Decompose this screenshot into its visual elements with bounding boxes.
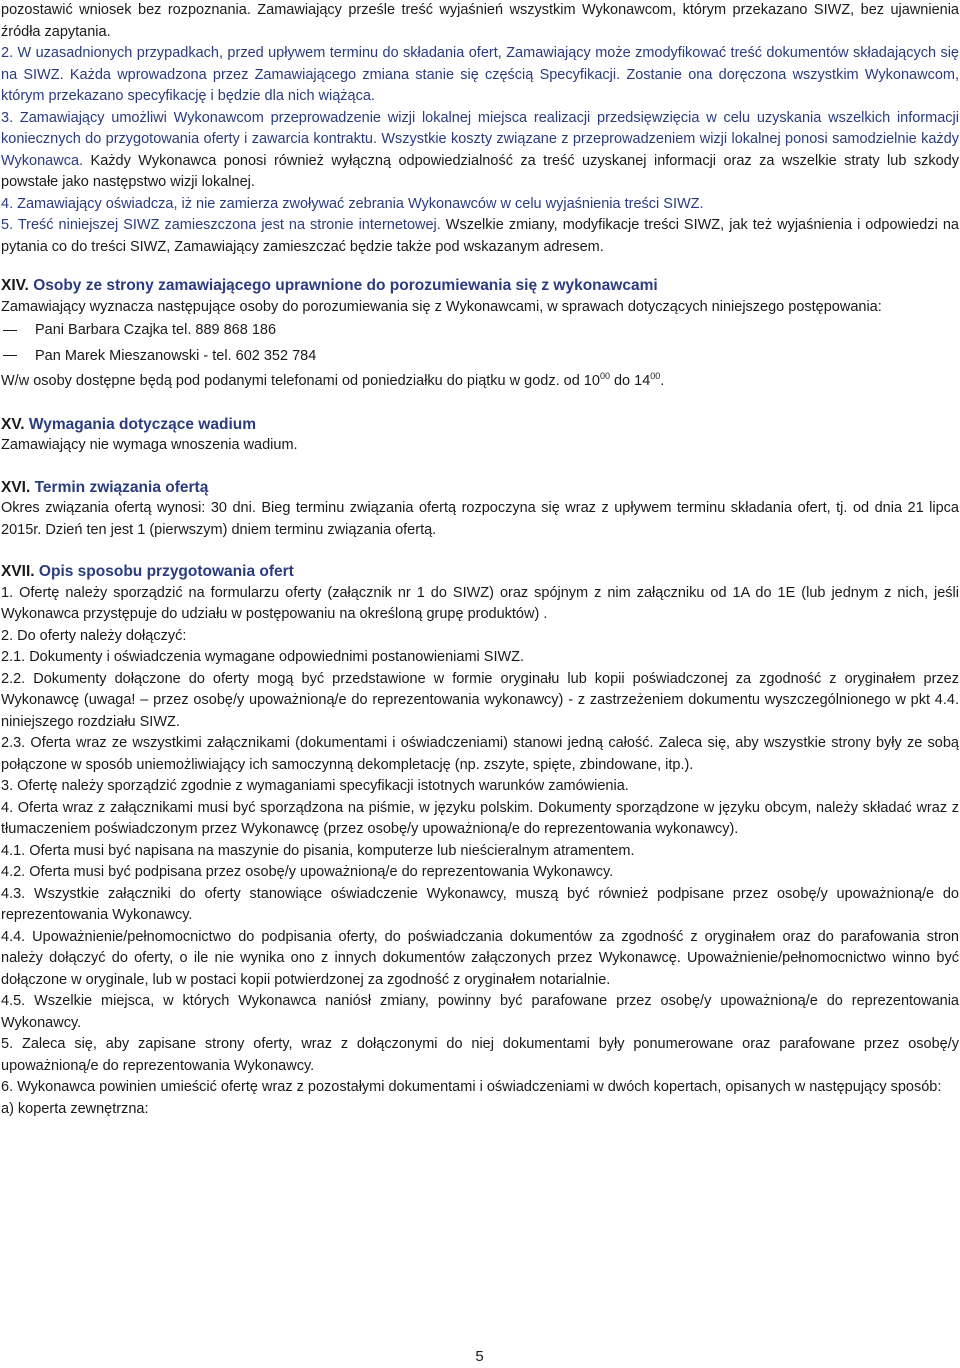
- section-17-item-6: 6. Wykonawca powinien umieścić ofertę wraz z pozostałymi dokumentami i oświadczeniami w dwóch kopertach, opisanych w następujący sposób:: [1, 1079, 942, 1095]
- contact-hours-mid: do 14: [609, 373, 651, 389]
- hours-superscript-1: 00: [599, 371, 610, 382]
- section-15-text: Zamawiający nie wymaga wnoszenia wadium.: [1, 437, 298, 453]
- section-17-item-2: 2. Do oferty należy dołączyć:: [1, 627, 187, 644]
- paragraph-2: 2. W uzasadnionych przypadkach, przed upływem terminu do składania ofert, Zamawiający może zmodyfikować treść dokumentów składających się na SIWZ. Każda wprowadzona przez Zamawiającego zmiana stanie się częścią Specyfikacji. Zostanie ona doręczona wszystkim Wykonawcom, którym przekazano specyfikację i będzie dla nich wiążąca.: [1, 45, 959, 104]
- paragraph-3: [1, 108, 959, 194]
- section-15-heading: [1, 414, 959, 436]
- paragraph-5-part-b: Wszelkie zmiany, modyfikacje treści SIWZ, jak też wyjaśnienia i odpowiedzi na pytania co do treści SIWZ, Zamawiający zamieszczać będzie także pod wskazanym adresem.: [1, 217, 959, 255]
- section-16-number: XVI.: [1, 478, 31, 496]
- contact-person-2: [1, 346, 959, 368]
- section-17-number: XVII.: [1, 563, 35, 580]
- section-17-item-4-1: 4.1. Oferta musi być napisana na maszynie do pisania, komputerze lub nieścieralnym atramentem.: [1, 842, 635, 859]
- section-17-item-1: 1. Ofertę należy sporządzić na formularzu oferty (załącznik nr 1 do SIWZ) oraz spójnym z nim załączniku od 1A do 1E (lub jednym z nich, jeśli Wykonawca przystępuje do udziału w postępowaniu na określoną grupę produktów) .: [1, 584, 959, 622]
- section-17-item-5: 5. Zaleca się, aby zapisane strony oferty, wraz z dołączonymi do niej dokumentami były ponumerowane oraz parafowane przez osobę/y upoważnioną/e do reprezentowania Wykonawcy.: [1, 1036, 959, 1074]
- section-17-item-4-4: 4.4. Upoważnienie/pełnomocnictwo do podpisania oferty, do poświadczania dokumentów za zgodność z oryginałem oraz do parafowania stron należy dołączyć do oferty, o ile nie wynika ono z innych dokumentów załączonych przez Wykonawcę. Upoważnienie/pełnomocnictwo winno być dołączone w oryginale, lub w postaci kopii potwierdzonej za zgodność z oryginałem notarialnie.: [1, 928, 959, 988]
- section-17-item-4-5: 4.5. Wszelkie miejsca, w których Wykonawca naniósł zmiany, powinny być parafowane przez osobę/y upoważnioną/e do reprezentowania Wykonawcy.: [1, 993, 959, 1031]
- section-17-title: Opis sposobu przygotowania ofert: [38, 563, 294, 580]
- section-17-item-2-3: 2.3. Oferta wraz ze wszystkimi załącznikami (dokumentami i oświadczeniami) stanowi jedną całość. Zaleca się, aby wszystkie strony były ze sobą połączone w sposób uniemożliwiający ich samoczynną dekompletację (np. zszyte, spięte, zbindowane, itp.).: [1, 735, 959, 773]
- dash-bullet: [1, 320, 35, 342]
- section-17-heading: [1, 561, 959, 583]
- paragraph-4: 4. Zamawiający oświadcza, iż nie zamierza zwoływać zebrania Wykonawców w celu wyjaśnienia treści SIWZ.: [1, 195, 704, 212]
- contact-person-1: [1, 320, 959, 342]
- page-number: 5: [475, 1348, 484, 1365]
- section-16-text: Okres związania ofertą wynosi: 30 dni. Bieg terminu związania ofertą rozpoczyna się wraz z upływem terminu składania ofert, tj. od dnia 21 lipca 2015r. Dzień ten jest 1 (pierwszym) dniem terminu związania ofertą.: [1, 500, 959, 538]
- section-14-heading: [1, 275, 959, 297]
- section-17-item-2-1: 2.1. Dokumenty i oświadczenia wymagane odpowiednimi postanowieniami SIWZ.: [1, 649, 525, 665]
- section-16-title: Termin związania ofertą: [34, 478, 209, 496]
- contact-hours-text: W/w osoby dostępne będą pod podanymi telefonami od poniedziałku do piątku w godz. od 10: [1, 373, 600, 389]
- section-14-number: XIV.: [1, 277, 29, 294]
- paragraph-3-part-a: 3. Zamawiający umożliwi Wykonawcom przeprowadzenie wizji lokalnej miejsca realizacji przedsięwzięcia w celu uzyskania wszelkich informacji koniecznych do przygotowania oferty i zawarcia kontraktu. Wszystkie koszty związane z przeprowadzeniem wizji lokalnej ponosi samodzielnie każdy Wykonawca.: [1, 109, 959, 169]
- paragraph-5-part-a: 5. Treść niniejszej SIWZ zamieszczona jest na stronie internetowej.: [1, 217, 441, 233]
- section-17-item-4-3: 4.3. Wszystkie załączniki do oferty stanowiące oświadczenie Wykonawcy, muszą być również podpisane przez osobę/y upoważnioną/e do reprezentowania Wykonawcy.: [1, 885, 959, 923]
- section-14-title: Osoby ze strony zamawiającego uprawnione do porozumiewania się z wykonawcami: [33, 277, 658, 294]
- contact-person-1-text: Pani Barbara Czajka tel. 889 868 186: [35, 322, 277, 338]
- paragraph-3-part-b: Każdy Wykonawca ponosi również wyłączną odpowiedzialność za treść uzyskanej informacji oraz za wszelkie straty lub szkody powstałe jako następstwo wizji lokalnej.: [1, 152, 959, 190]
- section-15-title: Wymagania dotyczące wadium: [28, 415, 256, 433]
- section-15-number: XV.: [1, 415, 25, 433]
- section-14-intro: Zamawiający wyznacza następujące osoby do porozumiewania się z Wykonawcami, w sprawach dotyczących niniejszego postępowania:: [1, 298, 882, 315]
- section-17-item-6a: a) koperta zewnętrzna:: [1, 1100, 149, 1117]
- contact-hours: [1, 371, 959, 393]
- contact-hours-end: .: [660, 373, 665, 389]
- hours-superscript-2: 00: [650, 371, 661, 382]
- paragraph-top: pozostawić wniosek bez rozpoznania. Zamawiający prześle treść wyjaśnień wszystkim Wykonawcom, którym przekazano SIWZ, bez ujawnienia źródła zapytania.: [1, 2, 959, 40]
- section-17-item-4-2: 4.2. Oferta musi być podpisana przez osobę/y upoważnioną/e do reprezentowania Wykonawcy.: [1, 864, 614, 880]
- section-17-item-3: 3. Ofertę należy sporządzić zgodnie z wymaganiami specyfikacji istotnych warunków zamówienia.: [1, 778, 629, 794]
- section-17-item-2-2: 2.2. Dokumenty dołączone do oferty mogą być przedstawione w formie oryginału lub kopii poświadczonej za zgodność z oryginałem przez Wykonawcę (uwaga! – przez osobę/y upoważnioną/e do reprezentowania wykonawcy) - z zastrzeżeniem dokumentu wyszczególnionego w pkt 4.4. niniejszego rozdziału SIWZ.: [1, 670, 959, 730]
- contact-person-2-text: Pan Marek Mieszanowski - tel. 602 352 784: [35, 347, 317, 364]
- section-17-item-4: 4. Oferta wraz z załącznikami musi być sporządzona na piśmie, w języku polskim. Dokumenty sporządzone w języku obcym, należy składać wraz z tłumaczeniem poświadczonym przez Wykonawcę (przez osobę/y upoważnioną/e do reprezentowania wykonawcy).: [1, 799, 959, 837]
- dash-bullet: [1, 346, 35, 368]
- paragraph-5: [1, 215, 959, 258]
- section-16-heading: [1, 477, 959, 499]
